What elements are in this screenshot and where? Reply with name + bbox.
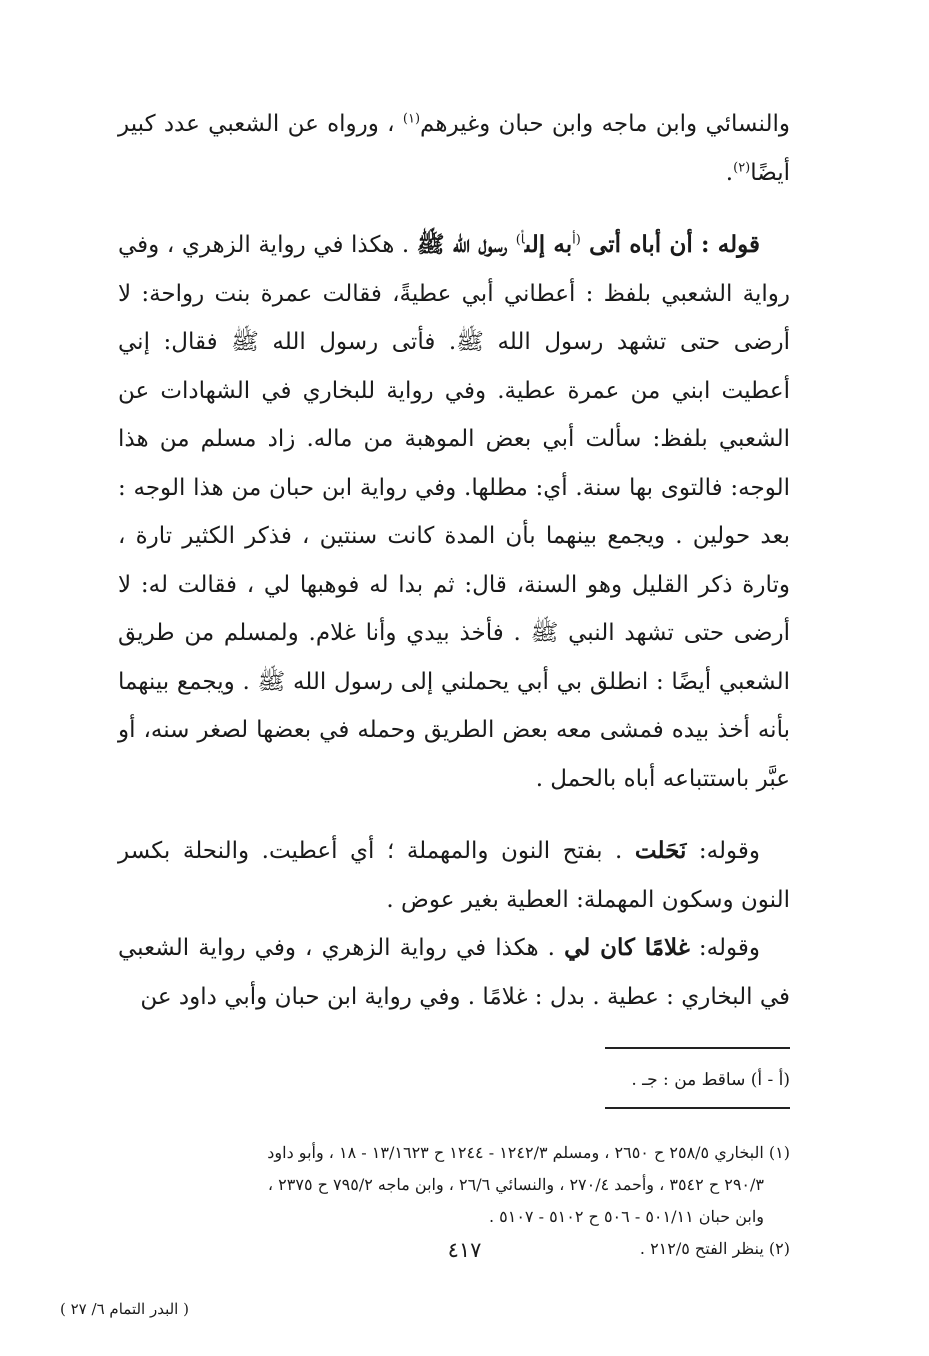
p2-bold-end: رسول الله ﷺ bbox=[416, 231, 516, 258]
p1-text-b: ، ورواه عن الشعبي عدد كبير أيضًا bbox=[118, 111, 790, 186]
footnote-1-line-2: ٢٩٠/٣ ح ٣٥٤٢ ، وأحمد ٢٧٠/٤ ، والنسائي ٢٦/٦ ، وابن ماجه ٧٩٥/٢ ح ٢٣٧٥ ، bbox=[267, 1175, 764, 1194]
paragraph-4 bbox=[118, 924, 790, 1021]
p1-text-a: والنسائي وابن ماجه وابن حبان وغيرهم bbox=[420, 111, 791, 137]
p2-body: . هكذا في رواية الزهري ، وفي رواية الشعبي بلفظ : أعطاني أبي عطيةً، فقالت عمرة بنت رواحة: لا أرضى حتى تشهد رسول الله ﷺ. فأتى رسول الله ﷺ فقال: إني أعطيت ابني من عمرة عطية. وفي رواية للبخاري في الشهادات عن الشعبي بلفظ: سألت أبي بعض الموهبة من ماله. زاد مسلم من هذا الوجه: فالتوى بها سنة. أي: مطلها. وفي رواية ابن حبان من هذا الوجه : بعد حولين . ويجمع بينهما بأن المدة كانت سنتين ، فذكر الكثير تارة ، وتارة ذكر القليل وهو السنة، قال: ثم بدا له فوهبها لي ، فقالت له: لا أرضى حتى تشهد النبي ﷺ . فأخذ بيدي وأنا غلام. ولمسلم من طريق الشعبي أيضًا : انطلق بي أبي يحملني إلى رسول الله ﷺ . ويجمع بينهما بأنه أخذ بيده فمشى معه بعض الطريق وحمله في بعضها لصغر سنه، أو عبَّر باستتباعه أباه بالحمل . bbox=[118, 232, 790, 792]
paragraph-2 bbox=[118, 221, 790, 803]
footnote-2: (٢) ينظر الفتح ٢١٢/٥ . bbox=[639, 1239, 790, 1258]
p2-bold-mid: به إلى bbox=[524, 231, 573, 258]
page-body bbox=[118, 100, 790, 1265]
variant-note: (أ - أ) ساقط من : جـ . bbox=[631, 1070, 790, 1090]
p3-body: . بفتح النون والمهملة ؛ أي أعطيت. والنحلة بكسر النون وسكون المهملة: العطية بغير عوض . bbox=[118, 838, 790, 913]
p4-bold: غلامًا كان لي bbox=[564, 934, 690, 961]
paragraph-3 bbox=[118, 827, 790, 924]
footnote-1-line-1: (١) البخاري ٢٥٨/٥ ح ٢٦٥٠ ، ومسلم ١٢٤٢/٣ - ١٢٤٤ ح ١٣/١٦٢٣ - ١٨ ، وأبو داود bbox=[267, 1143, 790, 1162]
footnote-ref-1[interactable]: (١) bbox=[402, 111, 421, 127]
p4-lead: وقوله: bbox=[689, 935, 761, 961]
p4-body: . هكذا في رواية الزهري ، وفي رواية الشعبي في البخاري : عطية . بدل : غلامًا . وفي رواية ابن حبان وأبي داود عن bbox=[118, 935, 790, 1010]
footnote-1-line-3: وابن حبان ٥٠١/١١ - ٥٠٦ ح ٥١٠٢ - ٥١٠٧ . bbox=[488, 1207, 764, 1226]
paragraph-1 bbox=[118, 100, 790, 197]
signature-mark: ( البدر التمام ٦/ ٢٧ ) bbox=[60, 1300, 189, 1318]
variant-open: (أ bbox=[572, 232, 581, 248]
p3-lead: وقوله: bbox=[686, 838, 760, 864]
separator-rule-2 bbox=[605, 1107, 790, 1109]
p1-end: . bbox=[725, 159, 734, 186]
footnote-ref-2[interactable]: (٢) bbox=[733, 159, 751, 175]
separator-rule-1 bbox=[605, 1047, 790, 1049]
p2-lead: قوله : أن أباه أتى bbox=[580, 231, 760, 258]
page-number: ٤١٧ bbox=[447, 1238, 482, 1262]
p3-bold: نَحَلت bbox=[634, 837, 687, 864]
variant-close: أ) bbox=[515, 232, 525, 248]
